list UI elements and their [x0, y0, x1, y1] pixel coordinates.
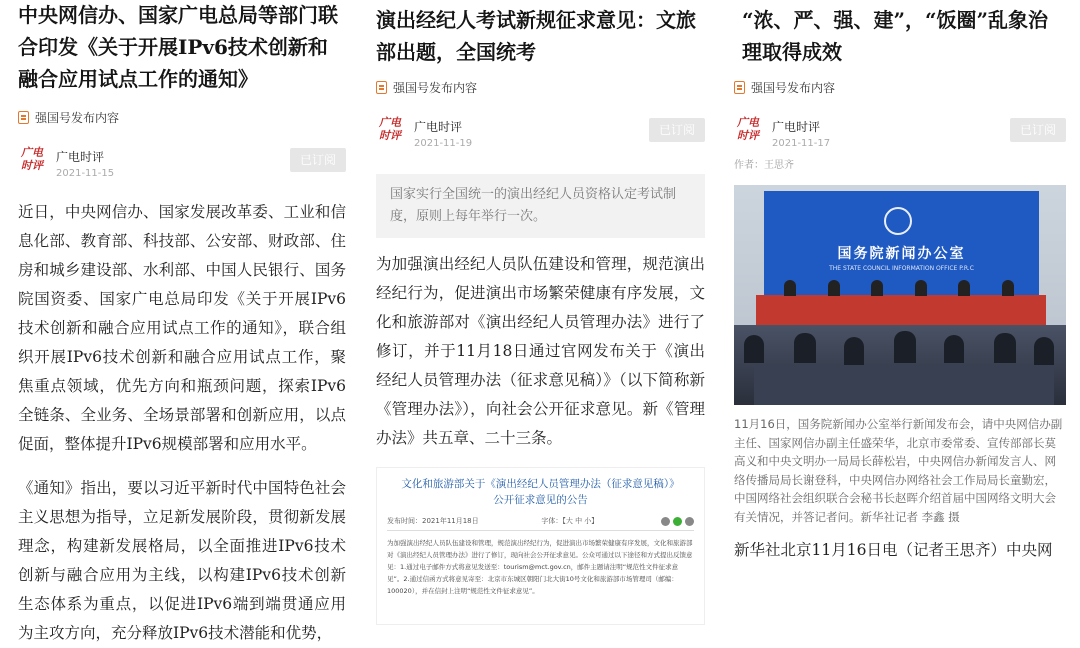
source-tag: [18, 109, 346, 126]
author-row: [18, 146, 346, 186]
press-conference-photo: [734, 185, 1066, 405]
article-author: 作者：王思齐: [734, 160, 794, 171]
document-text: 为加强演出经纪人员队伍建设和管理，规范演出经纪行为，促进演出市场繁荣健康有序发展，文化和旅游部对《演出经纪人员管理办法》进行了修订，现向社会公开征求意见。公众可通过以下途径和方式提出反馈意见：1.通过电子邮件方式将意见发送至：tourism@mct.gov.cn，邮件主题请注明“规范性文件征求意见”。2.通过信函方式将意见寄至：北京市东城区朝阳门北大街10号文化和旅游部市场管理司（邮编：100020），并在信封上注明“规范性文件征求意见”。: [387, 539, 693, 595]
article-title: 演出经纪人考试新规征求意见：文旅部出题，全国统考: [376, 8, 696, 64]
subscribed-button[interactable]: 已订阅: [649, 118, 705, 142]
document-date: 发布时间：2021年11月18日: [387, 517, 479, 525]
print-icon: [661, 517, 670, 526]
wechat-icon: [673, 517, 682, 526]
source-label: 强国号发布内容: [751, 81, 836, 95]
document-title: 文化和旅游部关于《演出经纪人员管理办法（征求意见稿）》: [401, 478, 680, 490]
banner-title: 国务院新闻办公室: [837, 246, 966, 262]
article-title: “浓、严、强、建”，“饭圈”乱象治理取得成效: [742, 8, 1049, 64]
account-logo[interactable]: 广电时评: [379, 116, 401, 142]
article-column-1: [0, 0, 354, 642]
document-icon: [18, 111, 29, 124]
banner-subtitle: THE STATE COUNCIL INFORMATION OFFICE P.R.C: [829, 265, 974, 272]
author-row: [734, 116, 1066, 156]
article-paragraph: 近日，中央网信办、国家发展改革委、工业和信息化部、教育部、科技部、公安部、财政部、住房和城乡建设部、水利部、中国人民银行、国务院国资委、国家广电总局印发《关于开展IPv6技术创新和融合应用试点工作的通知》，联合组织开展IPv6技术创新和融合应用试点工作，聚焦重点领域，优先方向和瓶颈问题，探索IPv6全链条、全业务、全场景部署和创新应用，以点促面，整体提升IPv6规模部署和应用水平。: [18, 203, 346, 453]
article-column-2: [364, 0, 716, 607]
source-tag: [376, 79, 705, 96]
author-row: [376, 116, 705, 156]
document-icon: [376, 81, 387, 94]
weibo-icon: [685, 517, 694, 526]
article-paragraph: 《通知》指出，要以习近平新时代中国特色社会主义思想为指导，立足新发展阶段，贯彻新发展理念，构建新发展格局，以全面推进IPv6技术创新与融合应用为主线，以构建IPv6技术创新生态体系为重点，以促进IPv6端到端贯通应用为主攻方向，充分释放IPv6技术潜能和优势，: [18, 479, 346, 642]
article-title: 中央网信办、国家广电总局等部门联合印发《关于开展IPv6技术创新和融合应用试点工作的通知》: [18, 3, 338, 91]
source-label: 强国号发布内容: [393, 81, 478, 95]
subscribed-button[interactable]: 已订阅: [1010, 118, 1066, 142]
source-tag: [734, 79, 1066, 96]
document-screenshot: [376, 467, 705, 625]
account-logo[interactable]: 广电时评: [737, 116, 759, 142]
podium-table: [756, 295, 1046, 325]
source-label: 强国号发布内容: [35, 111, 120, 125]
document-subtitle: 公开征求意见的公告: [493, 494, 588, 506]
photo-caption: 11月16日，国务院新闻办公室举行新闻发布会，请中央网信办副主任、国家网信办副主任盛荣华，北京市委常委、宣传部部长莫高义和中央文明办一局局长薛松岩，中央网信办新闻发言人、网络传播局局长谢登科，中央网信办网络社会工作局局长童勤宏，中国网络社会组织联合会秘书长赵晖介绍首届中国网络文明大会有关情况，并答记者问。新华社记者 李鑫 摄: [734, 417, 1063, 524]
account-name[interactable]: 广电时评: [414, 120, 463, 134]
document-icon: [734, 81, 745, 94]
article-column-3: [728, 0, 1080, 607]
share-icons: [661, 517, 694, 526]
article-summary: 国家实行全国统一的演出经纪人员资格认定考试制度，原则上每年举行一次。: [376, 174, 705, 238]
subscribed-button[interactable]: 已订阅: [290, 148, 346, 172]
publish-date: 2021-11-15: [56, 168, 115, 179]
article-paragraph: 新华社北京11月16日电（记者王思齐）中央网: [734, 541, 1053, 559]
publish-date: 2021-11-17: [772, 138, 831, 149]
document-font-size: 字体：【大 中 小】: [541, 517, 599, 525]
account-name[interactable]: 广电时评: [56, 150, 105, 164]
account-logo[interactable]: 广电时评: [21, 146, 43, 172]
article-paragraph: 为加强演出经纪人员队伍建设和管理，规范演出经纪行为，促进演出市场繁荣健康有序发展，文化和旅游部对《演出经纪人员管理办法》进行了修订，并于11月18日通过官网发布关于《演出经纪人员管理办法（征求意见稿）》（以下简称新《管理办法》），向社会公开征求意见。新《管理办法》共五章、二十三条。: [376, 255, 705, 447]
banner-logo-icon: [884, 207, 912, 235]
publish-date: 2021-11-19: [414, 138, 473, 149]
account-name[interactable]: 广电时评: [772, 120, 821, 134]
